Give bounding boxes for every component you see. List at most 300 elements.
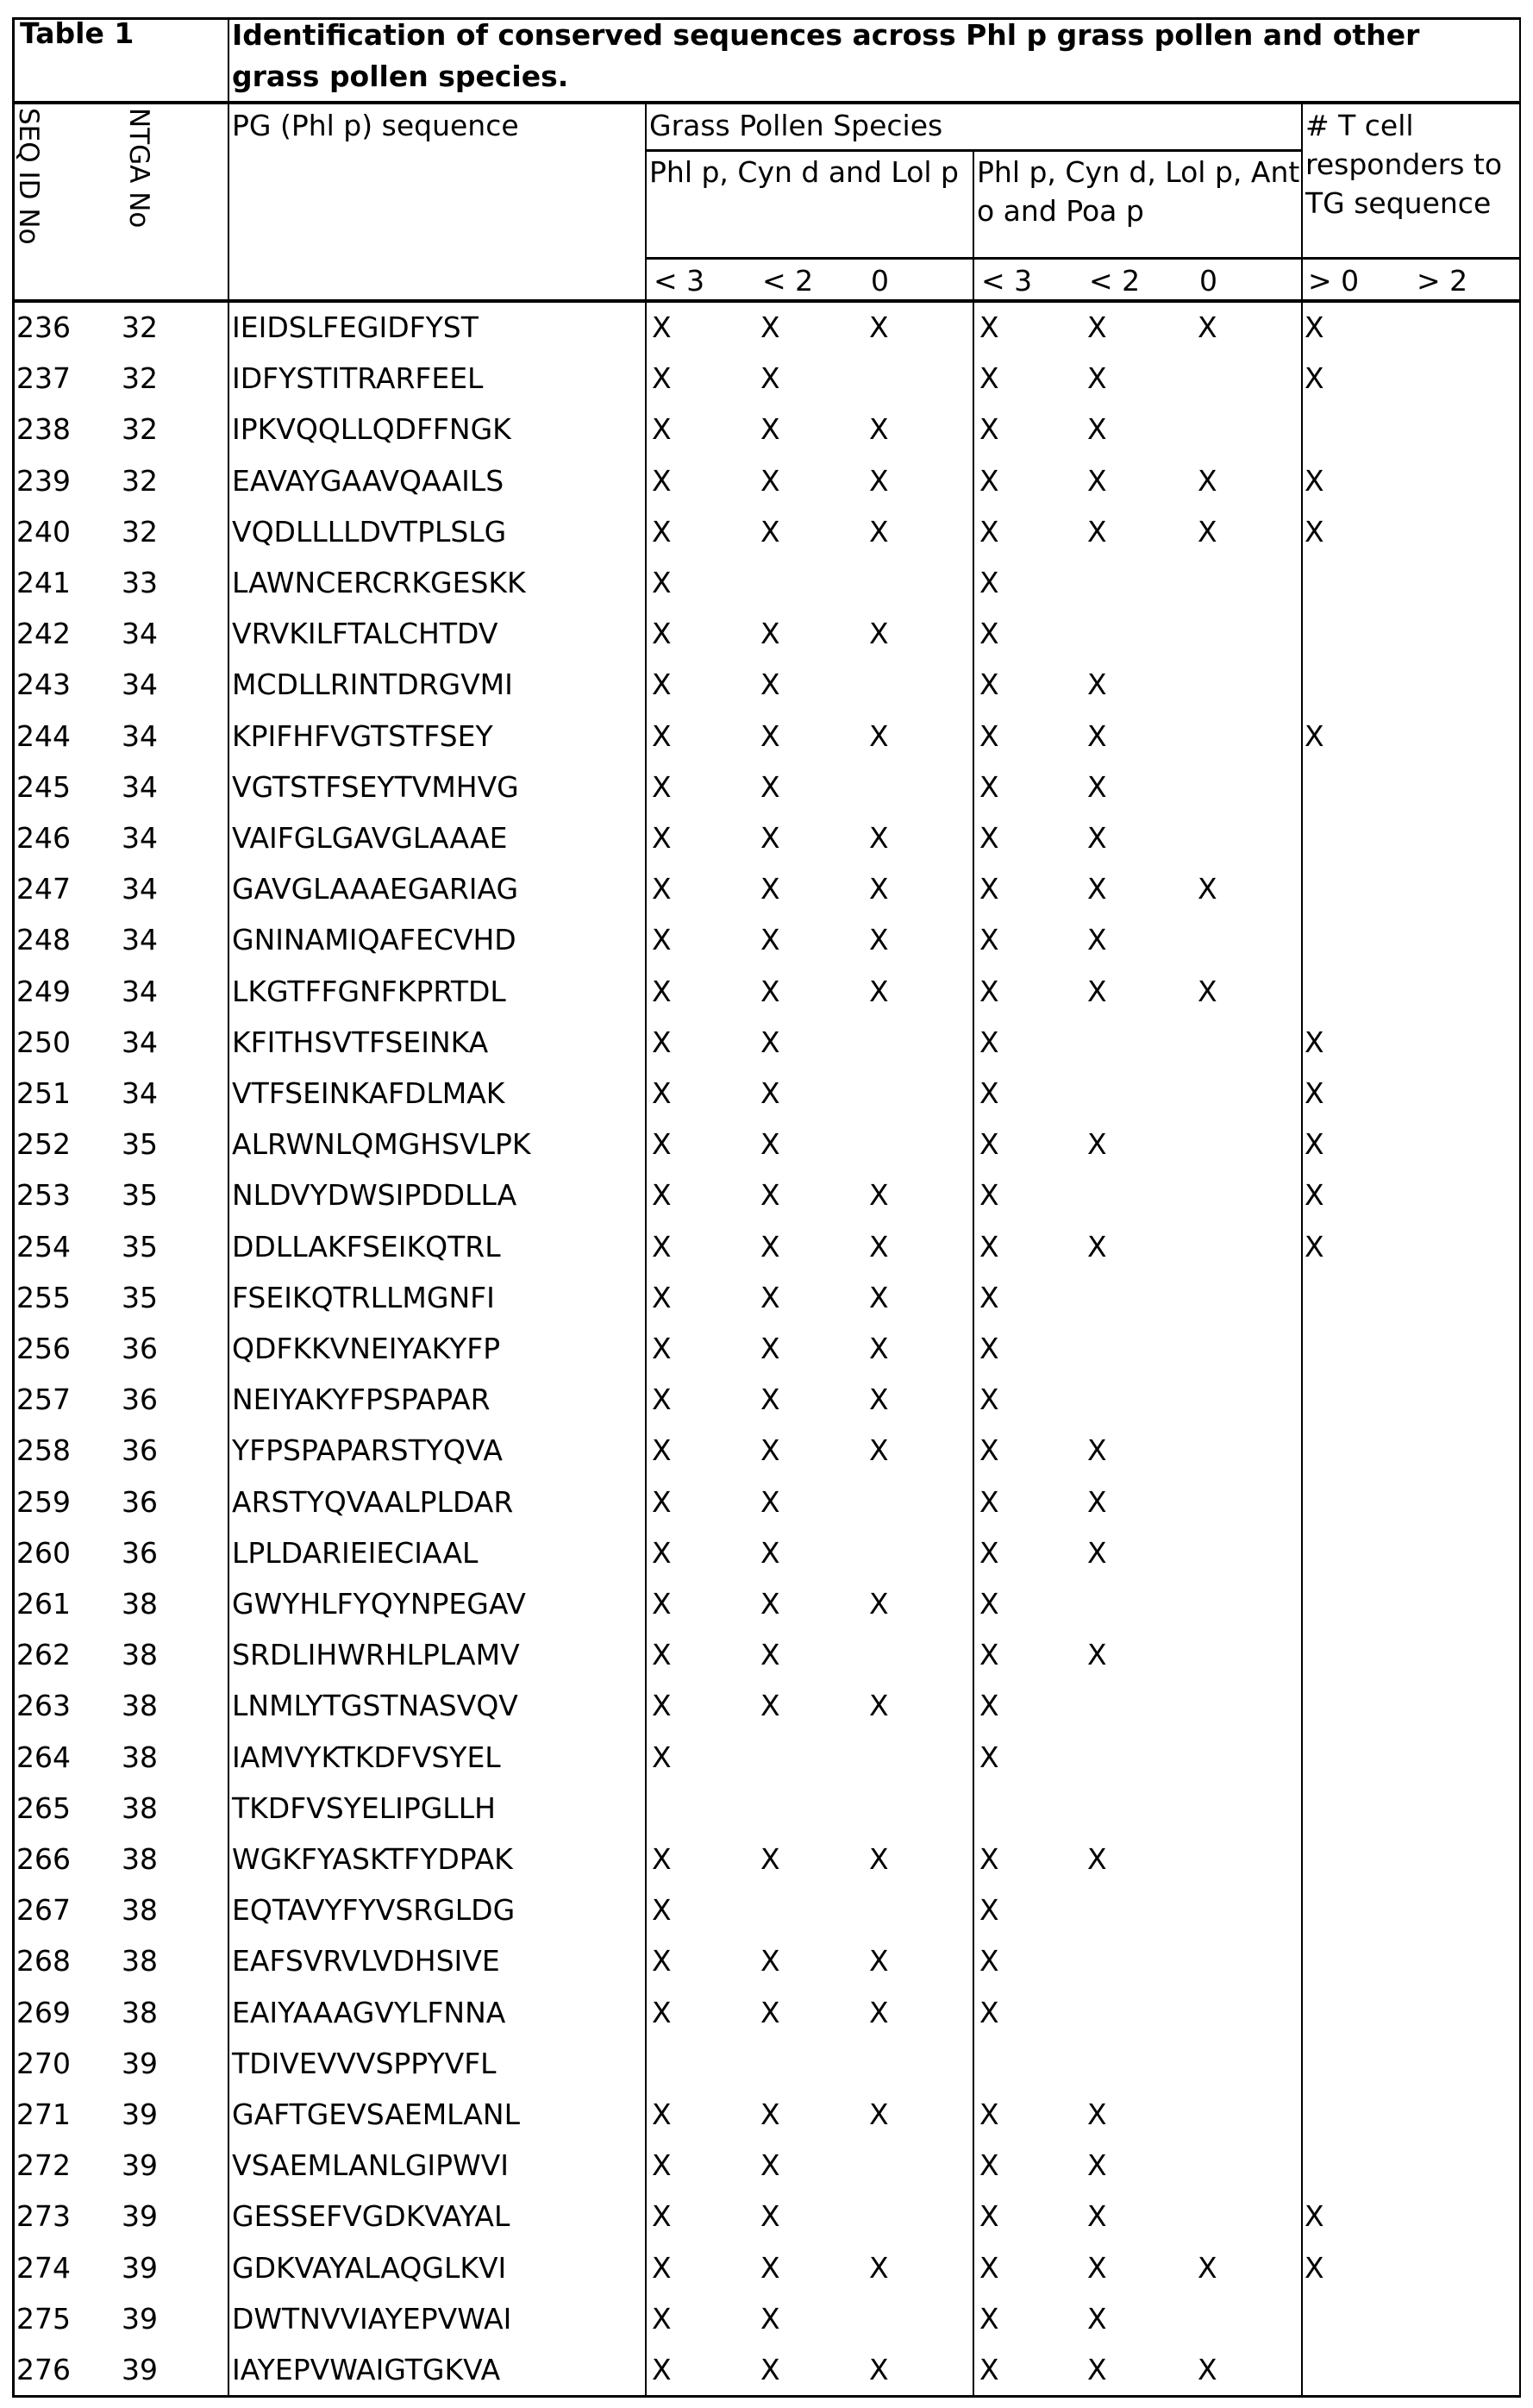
conservation-mark: X (1087, 1119, 1107, 1170)
conservation-mark: X (1198, 506, 1217, 557)
table-row (15, 2344, 1519, 2395)
ntga-cell: 32 (122, 353, 158, 404)
seq-id-cell: 254 (16, 1221, 71, 1272)
table-row (15, 812, 1519, 863)
conservation-mark: X (652, 506, 672, 557)
conservation-mark: X (979, 762, 999, 812)
conservation-mark: X (1087, 2089, 1107, 2140)
table-row (15, 1935, 1519, 1986)
table-row (15, 353, 1519, 404)
conservation-mark: X (760, 1834, 780, 1884)
table-row (15, 966, 1519, 1017)
ntga-cell: 34 (122, 711, 158, 762)
conservation-mark: X (652, 1935, 672, 1986)
conservation-mark: X (979, 1834, 999, 1884)
seq-id-cell: 237 (16, 353, 71, 404)
sequence-cell: EAFSVRVLVDHSIVE (232, 1935, 500, 1986)
ntga-cell: 36 (122, 1527, 158, 1578)
conservation-mark: X (760, 1017, 780, 1068)
table-row (15, 1477, 1519, 1527)
sequence-cell: EQTAVYFYVSRGLDG (232, 1884, 515, 1935)
sequence-cell: GAVGLAAAEGARIAG (232, 863, 518, 914)
conservation-mark: X (1087, 966, 1107, 1017)
threshold-header: < 3 (654, 262, 704, 300)
conservation-mark: X (979, 557, 999, 608)
ntga-cell: 35 (122, 1119, 158, 1170)
conservation-mark: X (1087, 302, 1107, 353)
conservation-mark: X (652, 1374, 672, 1425)
seq-id-cell: 268 (16, 1935, 71, 1986)
conservation-mark: X (760, 608, 780, 659)
sequence-cell: IPKVQQLLQDFFNGK (232, 404, 511, 455)
table-row (15, 1884, 1519, 1935)
conservation-mark: X (979, 2344, 999, 2395)
conservation-mark: X (1087, 914, 1107, 965)
threshold-header: < 2 (1089, 262, 1140, 300)
conservation-mark: X (652, 2344, 672, 2395)
conservation-mark: X (869, 1272, 889, 1323)
seq-id-cell: 245 (16, 762, 71, 812)
ntga-cell: 32 (122, 302, 158, 353)
seq-id-cell: 258 (16, 1425, 71, 1476)
divider (647, 257, 1519, 260)
conservation-mark: X (869, 812, 889, 863)
threshold-header: > 0 (1308, 262, 1359, 300)
sequence-cell: IAMVYKTKDFVSYEL (232, 1732, 501, 1783)
conservation-mark: X (979, 1017, 999, 1068)
threshold-header: > 2 (1417, 262, 1467, 300)
sequence-cell: GNINAMIQAFECVHD (232, 914, 516, 965)
seq-id-cell: 256 (16, 1323, 71, 1374)
ntga-cell: 32 (122, 455, 158, 506)
conservation-mark: X (869, 711, 889, 762)
table-row (15, 1527, 1519, 1578)
conservation-mark: X (760, 1272, 780, 1323)
conservation-mark: X (760, 1680, 780, 1731)
ntga-cell: 38 (122, 1783, 158, 1834)
ntga-cell: 34 (122, 762, 158, 812)
seq-id-cell: 265 (16, 1783, 71, 1834)
sequence-cell: MCDLLRINTDRGVMI (232, 659, 513, 710)
seq-id-cell: 236 (16, 302, 71, 353)
conservation-mark: X (979, 404, 999, 455)
conservation-mark: X (760, 1221, 780, 1272)
conservation-mark: X (652, 2191, 672, 2242)
seq-id-cell: 269 (16, 1987, 71, 2038)
conservation-mark: X (652, 1477, 672, 1527)
conservation-mark: X (1305, 711, 1324, 762)
conservation-mark: X (652, 1884, 672, 1935)
conservation-mark: X (979, 2140, 999, 2191)
conservation-mark: X (1305, 2191, 1324, 2242)
ntga-cell: 38 (122, 1987, 158, 2038)
conservation-mark: X (869, 1323, 889, 1374)
conservation-mark: X (652, 812, 672, 863)
conservation-mark: X (1087, 1477, 1107, 1527)
ntga-cell: 34 (122, 659, 158, 710)
conservation-mark: X (979, 1884, 999, 1935)
table-row (15, 711, 1519, 762)
conservation-mark: X (869, 1374, 889, 1425)
sequence-cell: YFPSPAPARSTYQVA (232, 1425, 503, 1476)
table-row (15, 302, 1519, 353)
seq-id-cell: 271 (16, 2089, 71, 2140)
conservation-mark: X (979, 1477, 999, 1527)
conservation-mark: X (869, 1425, 889, 1476)
conservation-mark: X (979, 1068, 999, 1119)
table-row (15, 557, 1519, 608)
seq-id-cell: 241 (16, 557, 71, 608)
conservation-mark: X (652, 2140, 672, 2191)
conservation-mark: X (760, 2191, 780, 2242)
conservation-mark: X (979, 914, 999, 965)
conservation-mark: X (760, 455, 780, 506)
table-row (15, 506, 1519, 557)
conservation-mark: X (1087, 659, 1107, 710)
conservation-mark: X (1198, 863, 1217, 914)
conservation-mark: X (652, 1221, 672, 1272)
sequence-cell: ARSTYQVAALPLDAR (232, 1477, 513, 1527)
seq-id-cell: 259 (16, 1477, 71, 1527)
seq-id-cell: 251 (16, 1068, 71, 1119)
conservation-mark: X (979, 2191, 999, 2242)
ntga-cell: 38 (122, 1732, 158, 1783)
conservation-mark: X (1305, 2242, 1324, 2293)
table-row (15, 2191, 1519, 2242)
conservation-mark: X (760, 863, 780, 914)
conservation-mark: X (652, 557, 672, 608)
threshold-header: 0 (871, 262, 889, 300)
sequence-cell: IEIDSLFEGIDFYST (232, 302, 479, 353)
seq-id-cell: 263 (16, 1680, 71, 1731)
ntga-cell: 39 (122, 2242, 158, 2293)
conservation-mark: X (760, 1170, 780, 1220)
conservation-mark: X (760, 302, 780, 353)
seq-id-cell: 255 (16, 1272, 71, 1323)
seq-id-cell: 253 (16, 1170, 71, 1220)
conservation-mark: X (760, 1987, 780, 2038)
conservation-mark: X (979, 1221, 999, 1272)
conservation-mark: X (979, 302, 999, 353)
seq-id-cell: 252 (16, 1119, 71, 1170)
ntga-cell: 39 (122, 2038, 158, 2089)
conservation-mark: X (652, 2242, 672, 2293)
conservation-mark: X (1198, 966, 1217, 1017)
seq-id-cell: 273 (16, 2191, 71, 2242)
conservation-mark: X (869, 1834, 889, 1884)
conservation-mark: X (760, 1425, 780, 1476)
table-row (15, 1629, 1519, 1680)
table-row (15, 863, 1519, 914)
conservation-mark: X (1305, 1068, 1324, 1119)
sequence-cell: GWYHLFYQYNPEGAV (232, 1578, 526, 1629)
conservation-mark: X (869, 966, 889, 1017)
conservation-mark: X (760, 914, 780, 965)
ntga-cell: 38 (122, 1884, 158, 1935)
table-row (15, 659, 1519, 710)
seq-id-cell: 250 (16, 1017, 71, 1068)
conservation-mark: X (760, 762, 780, 812)
sequence-cell: DDLLAKFSEIKQTRL (232, 1221, 501, 1272)
conservation-mark: X (652, 1680, 672, 1731)
conservation-mark: X (979, 1527, 999, 1578)
conservation-mark: X (1305, 302, 1324, 353)
conservation-mark: X (869, 1680, 889, 1731)
conservation-mark: X (979, 2242, 999, 2293)
conservation-mark: X (652, 2089, 672, 2140)
seq-id-cell: 242 (16, 608, 71, 659)
seq-id-cell: 243 (16, 659, 71, 710)
table-row (15, 2242, 1519, 2293)
conservation-mark: X (979, 1170, 999, 1220)
conservation-mark: X (760, 2242, 780, 2293)
conservation-mark: X (652, 1987, 672, 2038)
sequence-cell: KFITHSVTFSEINKA (232, 1017, 488, 1068)
conservation-mark: X (1087, 2293, 1107, 2344)
table-row (15, 1323, 1519, 1374)
conservation-mark: X (760, 1527, 780, 1578)
ntga-cell: 39 (122, 2293, 158, 2344)
conservation-mark: X (1305, 1017, 1324, 1068)
conservation-mark: X (652, 404, 672, 455)
header-ntga: NTGA No (123, 108, 154, 228)
sequence-cell: FSEIKQTRLLMGNFI (232, 1272, 495, 1323)
ntga-cell: 38 (122, 1935, 158, 1986)
conservation-mark: X (760, 1374, 780, 1425)
conservation-mark: X (1087, 2140, 1107, 2191)
header-species-group: Grass Pollen Species (649, 106, 942, 145)
conservation-mark: X (760, 2140, 780, 2191)
seq-id-cell: 276 (16, 2344, 71, 2395)
conservation-mark: X (979, 966, 999, 1017)
conservation-mark: X (652, 1272, 672, 1323)
sequence-cell: KPIFHFVGTSTFSEY (232, 711, 493, 762)
sequence-cell: GAFTGEVSAEMLANL (232, 2089, 520, 2140)
ntga-cell: 35 (122, 1272, 158, 1323)
table-row (15, 1578, 1519, 1629)
conservation-mark: X (760, 2293, 780, 2344)
sequence-cell: IAYEPVWAIGTGKVA (232, 2344, 500, 2395)
conservation-mark: X (652, 302, 672, 353)
conservation-mark: X (979, 1935, 999, 1986)
header-sequence: PG (Phl p) sequence (232, 106, 519, 145)
conservation-mark: X (760, 1323, 780, 1374)
conservation-mark: X (652, 1834, 672, 1884)
conservation-mark: X (979, 1578, 999, 1629)
conservation-mark: X (869, 2089, 889, 2140)
header-tcell: # T cell responders to TG sequence (1305, 106, 1521, 223)
conservation-mark: X (1087, 1425, 1107, 1476)
table-title: Identification of conserved sequences across Phl p grass pollen and other grass pollen species. (232, 15, 1508, 97)
conservation-mark: X (979, 506, 999, 557)
sequence-cell: TKDFVSYELIPGLLH (232, 1783, 496, 1834)
conservation-mark: X (869, 1935, 889, 1986)
conservation-mark: X (652, 608, 672, 659)
conservation-mark: X (1087, 455, 1107, 506)
sequence-cell: QDFKKVNEIYAKYFP (232, 1323, 500, 1374)
ntga-cell: 36 (122, 1477, 158, 1527)
sequence-cell: TDIVEVVVSPPYVFL (232, 2038, 497, 2089)
sequence-cell: VQDLLLLDVTPLSLG (232, 506, 506, 557)
ntga-cell: 34 (122, 608, 158, 659)
sequence-cell: NLDVYDWSIPDDLLA (232, 1170, 516, 1220)
conservation-mark: X (869, 506, 889, 557)
header-group-a: Phl p, Cyn d and Lol p (649, 153, 968, 191)
table-row (15, 1987, 1519, 2038)
divider (15, 299, 1519, 303)
conservation-mark: X (869, 455, 889, 506)
seq-id-cell: 275 (16, 2293, 71, 2344)
seq-id-cell: 249 (16, 966, 71, 1017)
table-row (15, 914, 1519, 965)
ntga-cell: 33 (122, 557, 158, 608)
conservation-mark: X (979, 1680, 999, 1731)
conservation-mark: X (1087, 1527, 1107, 1578)
conservation-mark: X (652, 1732, 672, 1783)
conservation-mark: X (760, 1068, 780, 1119)
sequence-cell: WGKFYASKTFYDPAK (232, 1834, 513, 1884)
header-seq-id: SEQ ID No (13, 108, 44, 245)
seq-id-cell: 261 (16, 1578, 71, 1629)
conservation-mark: X (760, 711, 780, 762)
seq-id-cell: 270 (16, 2038, 71, 2089)
ntga-cell: 35 (122, 1221, 158, 1272)
ntga-cell: 39 (122, 2140, 158, 2191)
table-row (15, 1068, 1519, 1119)
conservation-mark: X (1087, 2344, 1107, 2395)
seq-id-cell: 260 (16, 1527, 71, 1578)
divider (647, 149, 1303, 152)
sequence-cell: LAWNCERCRKGESKK (232, 557, 526, 608)
ntga-cell: 34 (122, 812, 158, 863)
table-row (15, 1783, 1519, 1834)
conservation-mark: X (760, 1578, 780, 1629)
conservation-mark: X (1087, 1834, 1107, 1884)
sequence-cell: VTFSEINKAFDLMAK (232, 1068, 504, 1119)
ntga-cell: 38 (122, 1680, 158, 1731)
conservation-mark: X (869, 1170, 889, 1220)
conservation-mark: X (869, 2242, 889, 2293)
sequence-cell: VRVKILFTALCHTDV (232, 608, 497, 659)
conservation-mark: X (1087, 2242, 1107, 2293)
conservation-mark: X (869, 863, 889, 914)
threshold-header: < 3 (981, 262, 1032, 300)
conservation-mark: X (869, 2344, 889, 2395)
table-row (15, 762, 1519, 812)
conservation-mark: X (652, 1527, 672, 1578)
seq-id-cell: 272 (16, 2140, 71, 2191)
ntga-cell: 32 (122, 506, 158, 557)
table-row (15, 1017, 1519, 1068)
conservation-mark: X (869, 608, 889, 659)
seq-id-cell: 264 (16, 1732, 71, 1783)
conservation-mark: X (1198, 2344, 1217, 2395)
table-row (15, 2140, 1519, 2191)
conservation-mark: X (760, 966, 780, 1017)
seq-id-cell: 238 (16, 404, 71, 455)
table-row (15, 1425, 1519, 1476)
seq-id-cell: 257 (16, 1374, 71, 1425)
sequence-cell: VSAEMLANLGIPWVI (232, 2140, 509, 2191)
conservation-mark: X (760, 353, 780, 404)
divider (645, 102, 647, 2395)
seq-id-cell: 262 (16, 1629, 71, 1680)
conservation-mark: X (979, 2293, 999, 2344)
conservation-mark: X (1087, 353, 1107, 404)
ntga-cell: 34 (122, 863, 158, 914)
conservation-mark: X (979, 1272, 999, 1323)
table-row (15, 1221, 1519, 1272)
conservation-mark: X (1087, 404, 1107, 455)
conservation-mark: X (979, 1425, 999, 1476)
seq-id-cell: 274 (16, 2242, 71, 2293)
table-row (15, 404, 1519, 455)
header-group-b: Phl p, Cyn d, Lol p, Ant o and Poa p (977, 153, 1305, 230)
ntga-cell: 39 (122, 2089, 158, 2140)
ntga-cell: 34 (122, 1017, 158, 1068)
conservation-mark: X (1305, 1119, 1324, 1170)
conservation-mark: X (652, 2293, 672, 2344)
conservation-mark: X (869, 1987, 889, 2038)
conservation-mark: X (652, 914, 672, 965)
conservation-mark: X (869, 1578, 889, 1629)
conservation-mark: X (979, 659, 999, 710)
conservation-mark: X (979, 455, 999, 506)
table-label: Table 1 (20, 15, 134, 53)
conservation-mark: X (1198, 302, 1217, 353)
table-row (15, 608, 1519, 659)
conservation-mark: X (979, 608, 999, 659)
conservation-mark: X (979, 863, 999, 914)
sequence-cell: SRDLIHWRHLPLAMV (232, 1629, 520, 1680)
conservation-mark: X (869, 404, 889, 455)
conservation-mark: X (979, 1987, 999, 2038)
ntga-cell: 38 (122, 1834, 158, 1884)
conservation-mark: X (652, 455, 672, 506)
conservation-mark: X (760, 506, 780, 557)
conservation-mark: X (760, 404, 780, 455)
table-row (15, 1272, 1519, 1323)
conservation-mark: X (652, 1170, 672, 1220)
conservation-mark: X (869, 914, 889, 965)
sequence-cell: VGTSTFSEYTVMHVG (232, 762, 519, 812)
conservation-mark: X (1087, 863, 1107, 914)
ntga-cell: 38 (122, 1629, 158, 1680)
table-row (15, 1680, 1519, 1731)
conservation-mark: X (979, 812, 999, 863)
ntga-cell: 35 (122, 1170, 158, 1220)
sequence-cell: NEIYAKYFPSPAPAR (232, 1374, 491, 1425)
conservation-mark: X (760, 1629, 780, 1680)
sequence-cell: LPLDARIEIECIAAL (232, 1527, 478, 1578)
table-row (15, 2089, 1519, 2140)
divider (228, 20, 229, 2395)
conservation-mark: X (760, 1477, 780, 1527)
divider (973, 150, 974, 2395)
sequence-cell: GESSEFVGDKVAYAL (232, 2191, 510, 2242)
seq-id-cell: 267 (16, 1884, 71, 1935)
table-row (15, 1119, 1519, 1170)
conservation-mark: X (1087, 2191, 1107, 2242)
conservation-mark: X (869, 302, 889, 353)
seq-id-cell: 244 (16, 711, 71, 762)
conservation-mark: X (1087, 1221, 1107, 1272)
ntga-cell: 34 (122, 914, 158, 965)
conservation-mark: X (652, 863, 672, 914)
table-row (15, 1374, 1519, 1425)
conservation-mark: X (1087, 506, 1107, 557)
conservation-mark: X (652, 966, 672, 1017)
